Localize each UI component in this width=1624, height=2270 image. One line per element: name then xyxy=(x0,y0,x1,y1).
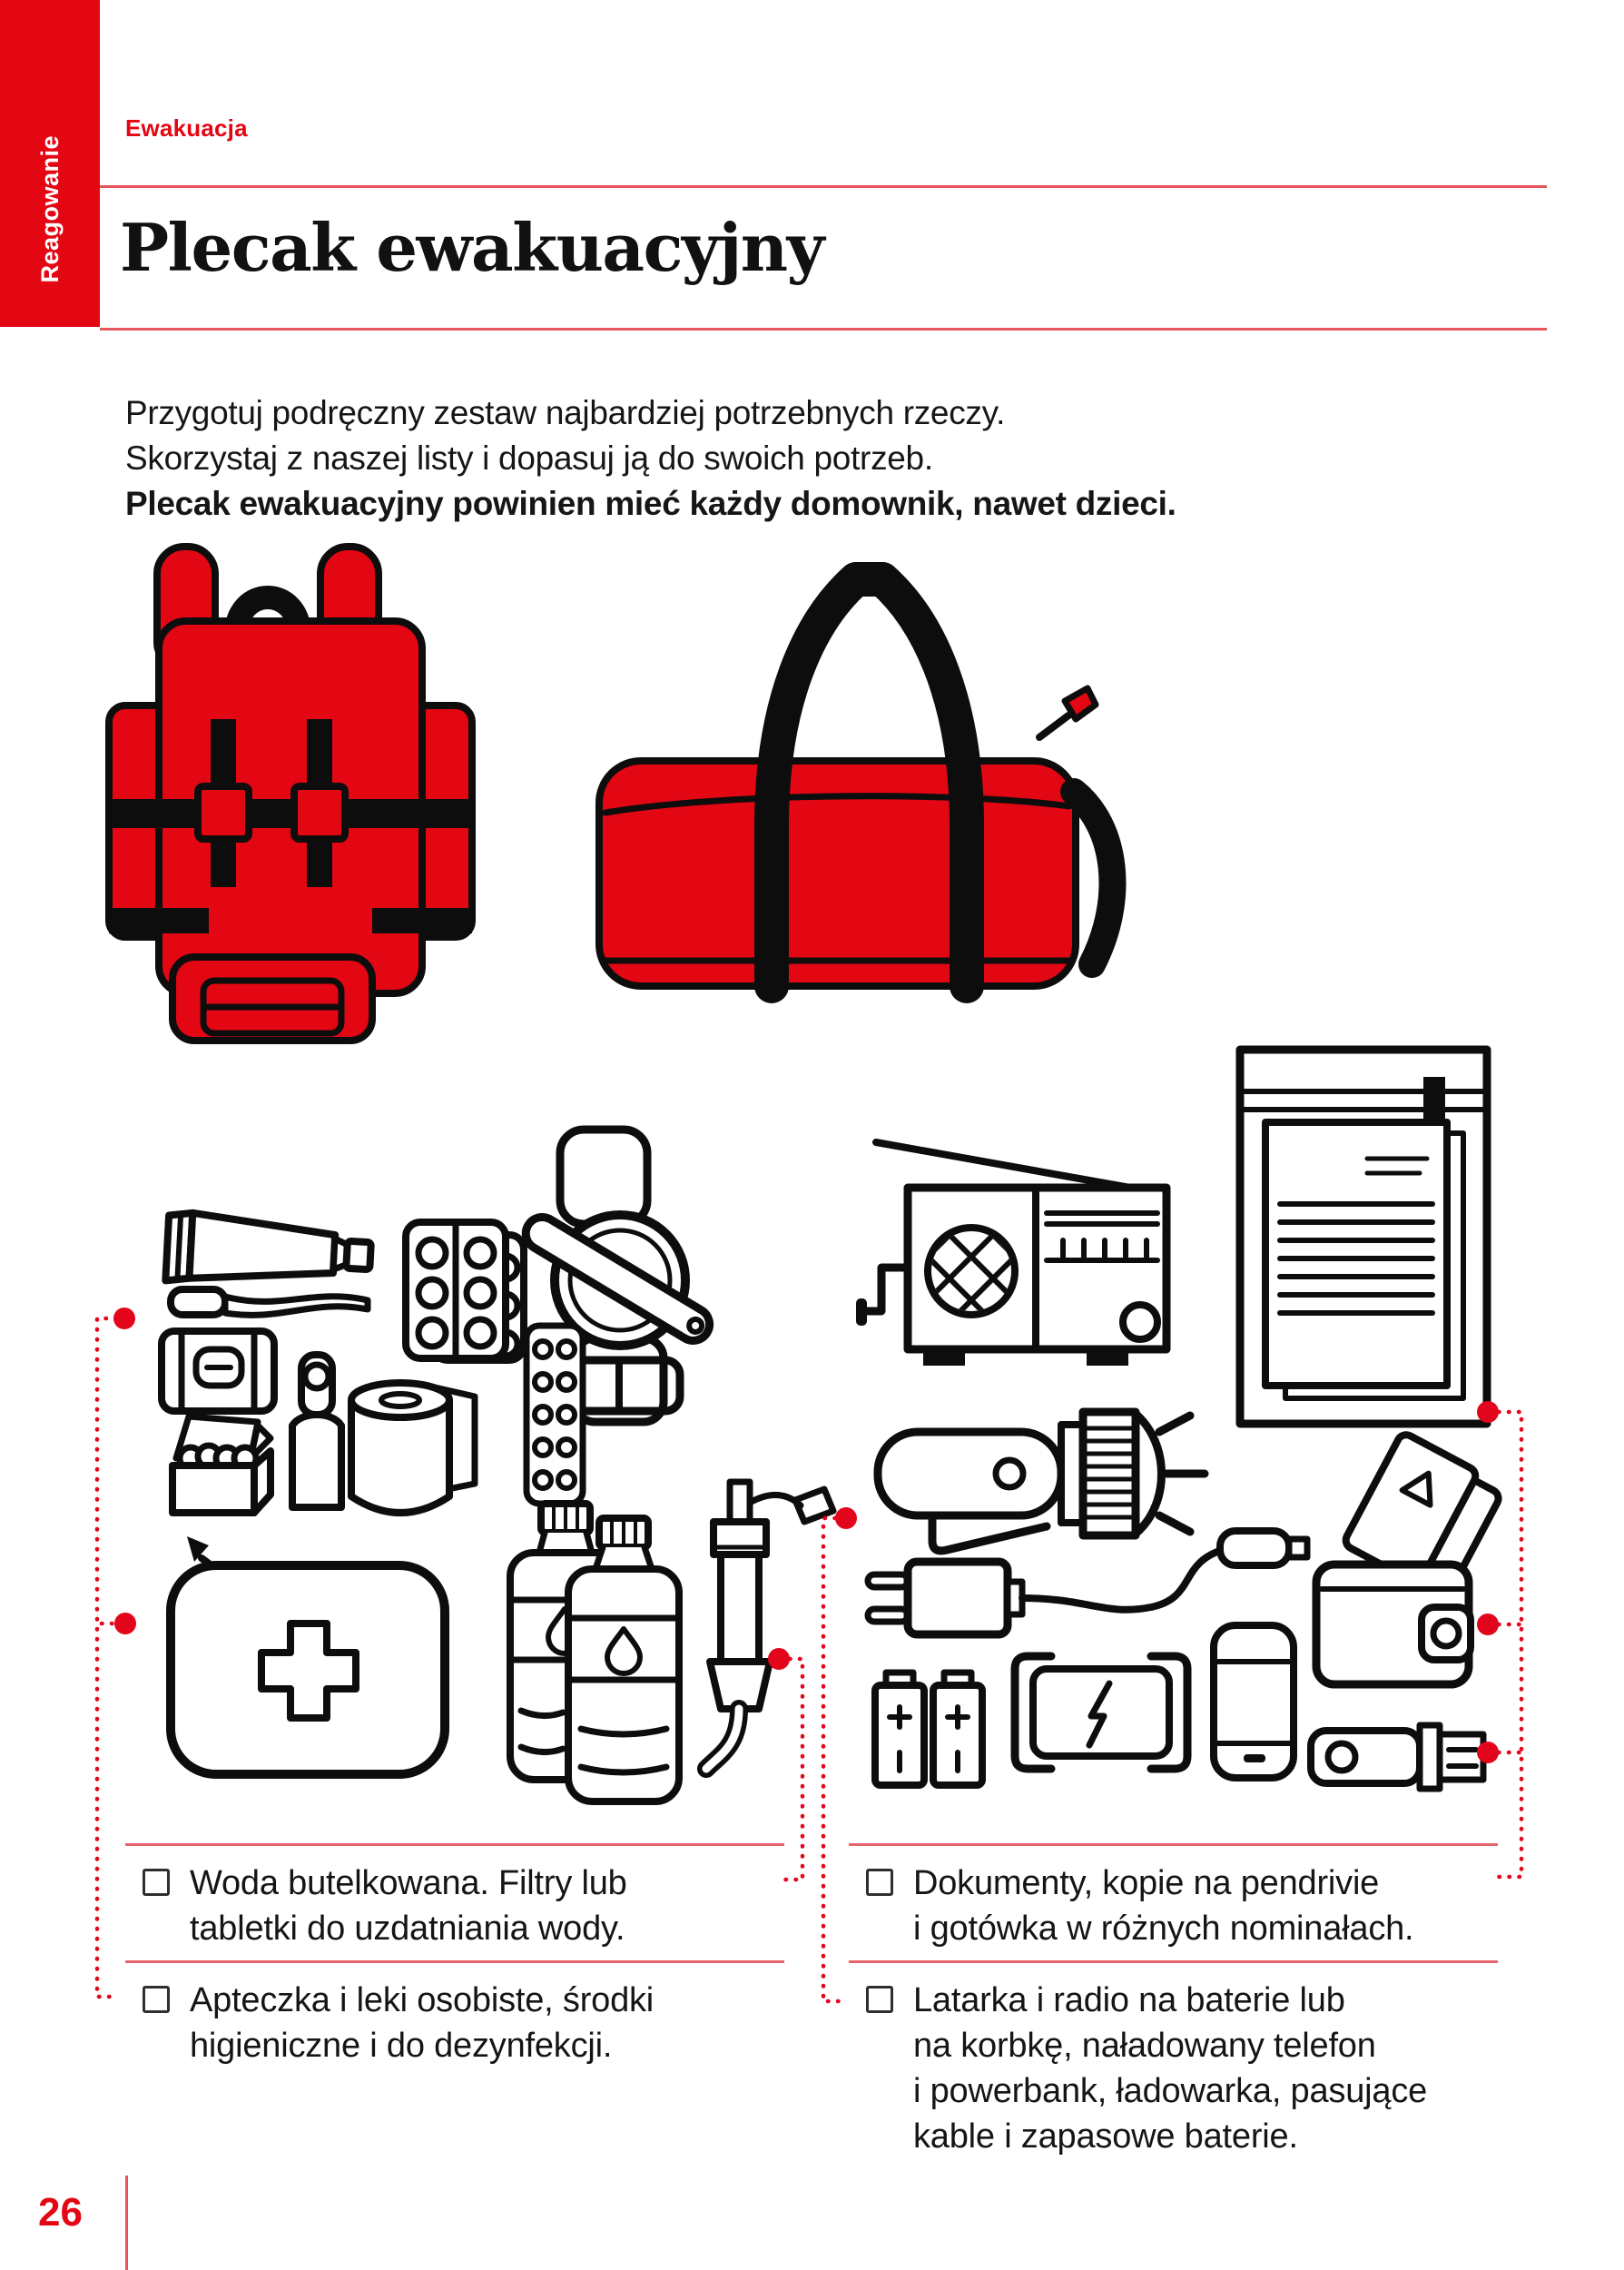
intro-line-2: Skorzystaj z naszej listy i dopasuj ją do swoich potrzeb. xyxy=(125,439,933,477)
checkbox-water[interactable] xyxy=(143,1869,170,1896)
checklist-item-text: Latarka i radio na baterie lub na korbkę, naładowany telefon i powerbank, ładowarka, pasujące kable i zapasowe baterie. xyxy=(913,1981,1428,2156)
pill-blister-icon xyxy=(406,1222,524,1360)
footer-rule xyxy=(125,2176,128,2270)
flashlight-icon xyxy=(878,1412,1205,1551)
matches-icon xyxy=(172,1416,271,1513)
water-bottles-icon xyxy=(510,1504,679,1801)
checkbox-firstaid[interactable] xyxy=(143,1986,170,2013)
wallet-icon xyxy=(1316,1432,1506,1684)
water-filter-icon xyxy=(706,1482,833,1769)
wet-wipes-icon xyxy=(162,1331,274,1411)
batteries-icon xyxy=(875,1673,982,1785)
intro-line-1: Przygotuj podręczny zestaw najbardziej potrzebnych rzeczy. xyxy=(125,394,1006,431)
spray-bottle-icon xyxy=(292,1355,341,1507)
checkbox-documents[interactable] xyxy=(866,1869,893,1896)
checkbox-flashlight[interactable] xyxy=(866,1986,893,2013)
radio-icon xyxy=(856,1142,1166,1366)
checklist-item-firstaid xyxy=(143,1978,654,2068)
page-title: Plecak ewakuacyjny xyxy=(120,209,823,286)
checklist-item-water xyxy=(143,1860,627,1951)
checklist-item-text: Apteczka i leki osobiste, środki higieniczne i do dezynfekcji. xyxy=(190,1981,655,2065)
toilet-paper-icon xyxy=(351,1383,475,1513)
checklist-rule xyxy=(849,1960,1498,1963)
checklist-rule xyxy=(849,1843,1498,1846)
checklist-rule xyxy=(125,1843,784,1846)
intro-line-3: Plecak ewakuacyjny powinien mieć każdy domownik, nawet dzieci. xyxy=(125,485,1176,522)
duffel-bag-icon xyxy=(599,579,1112,986)
checklist-rule xyxy=(125,1960,784,1963)
section-tab-label: Reagowanie xyxy=(35,135,64,283)
checklist-item-text: Woda butelkowana. Filtry lub tabletki do uzdatniania wody. xyxy=(190,1864,627,1948)
checklist-item-flashlight xyxy=(866,1978,1427,2159)
documents-pouch-icon xyxy=(1240,1050,1487,1424)
usb-drive-icon xyxy=(1311,1725,1483,1789)
pill-strip-icon xyxy=(527,1326,583,1504)
powerbank-icon xyxy=(1015,1656,1187,1769)
phone-icon xyxy=(1214,1625,1294,1778)
first-aid-kit-icon xyxy=(171,1536,445,1774)
toothpaste-toothbrush-icon xyxy=(165,1212,372,1316)
checklist-item-documents xyxy=(866,1860,1413,1951)
checklist-item-text: Dokumenty, kopie na pendrivie i gotówka w różnych nominałach. xyxy=(913,1864,1414,1948)
page-number: 26 xyxy=(38,2190,83,2235)
chapter-label: Ewakuacja xyxy=(125,114,248,142)
backpack-icon xyxy=(109,547,472,1041)
